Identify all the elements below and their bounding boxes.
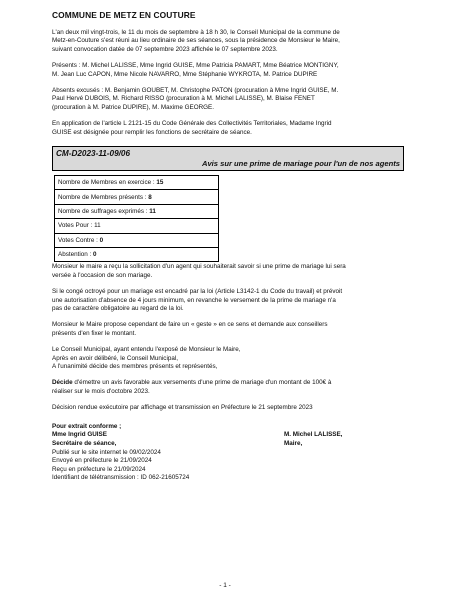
vote-label: Votes Contre :	[58, 236, 100, 244]
vote-value: 0	[93, 251, 97, 259]
absents-paragraph	[52, 87, 404, 112]
page-number: - 1 -	[219, 582, 231, 589]
vote-label: Abstention :	[58, 251, 94, 259]
publication-info	[52, 449, 404, 483]
text-line: Monsieur le maire a reçu la sollicitation d'un agent qui souhaiterait savoir si une prime de mariage lui sera	[52, 263, 346, 271]
decision-code: CM-D2023-11-09/06	[56, 149, 131, 159]
text-line	[52, 379, 404, 387]
table-row	[55, 176, 219, 190]
proposal-paragraph	[52, 321, 404, 338]
table-row	[55, 233, 219, 247]
vote-label: Nombre de Membres en exercice :	[58, 179, 157, 187]
text-line: présents d'en fixer le montant.	[52, 329, 137, 337]
executory-line: Décision rendue exécutoire par affichage et transmission en Préfecture le 21 septembre 2023	[52, 404, 313, 412]
text-line: une autorisation d'absence de 4 jours minimum, en revanche le versement de la prime de mariage n'a	[52, 296, 336, 304]
text-line: Metz-en-Couture s'est réuni au lieu ordinaire de ses séances, sous la présidence de Monsieur le Maire,	[52, 37, 340, 45]
table-row	[55, 248, 219, 262]
secretary-name: Mme Ingrid GUISE	[52, 431, 107, 439]
document-page	[52, 10, 404, 483]
extract-label: Pour extrait conforme ;	[52, 422, 122, 430]
text-line: Reçu en préfecture le 21/09/2024	[52, 465, 146, 473]
vote-value: 11	[149, 208, 156, 216]
text-line: Absents excusés : M. Benjamin GOUBET, M. Christophe PATON (procuration à Mme Ingrid GUISE, M.	[52, 87, 339, 95]
text-line: A l'unanimité décide des membres présents et représentés,	[52, 363, 218, 371]
text-line: En application de l'article L 2121-15 du Code Générale des Collectivités Territoriales, Madame Ingrid	[52, 120, 332, 128]
text-line: (procuration à M. Patrice DUPIRE), M. Maxime GEORGE.	[52, 103, 215, 111]
text-line: Publié sur le site internet le 09/02/2024	[52, 448, 161, 456]
text-line: Si le congé octroyé pour un mariage est encadré par la loi (Article L3142-1 du Code du travail) et prévoit	[52, 288, 343, 296]
secretary-role: Secrétaire de séance,	[52, 439, 117, 447]
law-paragraph	[52, 288, 404, 313]
text-line: réaliser sur le mois d'octobre 2023.	[52, 387, 150, 395]
vote-value: 11	[94, 222, 101, 230]
table-row	[55, 204, 219, 218]
presents-paragraph	[52, 62, 404, 79]
intro-paragraph	[52, 29, 404, 54]
decide-keyword: Décide	[52, 379, 73, 387]
vote-value: 0	[99, 236, 104, 244]
text-line: suivant convocation datée de 07 septembre 2023 affichée le 07 septembre 2023.	[52, 45, 278, 53]
text-line: Paul Hervé DUBOIS, M. Richard RISSO (procuration à M. Michel LALISSE), M. Blaise FENET	[52, 95, 315, 103]
vote-value: 15	[156, 179, 164, 187]
text-line: Monsieur le Maire propose cependant de faire un « geste » en ce sens et demande aux conseillers	[52, 321, 328, 329]
vote-label: Votes Pour :	[58, 222, 95, 230]
text-line: Le Conseil Municipal, ayant entendu l'exposé de Monsieur le Maire,	[52, 346, 241, 354]
council-paragraph	[52, 346, 404, 371]
text-line: M. Jean Luc CAPON, Mme Nicole NAVARRO, Mme Stéphanie WYKROTA, M. Patrice DUPIRE	[52, 70, 318, 78]
vote-label: Nombre de suffrages exprimés :	[58, 208, 150, 216]
request-paragraph	[52, 263, 404, 280]
table-row	[55, 219, 219, 233]
mayor-role: Maire,	[284, 439, 303, 447]
text-line: Présents : M. Michel LALISSE, Mme Ingrid GUISE, Mme Patricia PAMART, Mme Béatrice MONTIGNY,	[52, 62, 339, 70]
text-line: versée à l'occasion de son mariage.	[52, 271, 153, 279]
application-paragraph	[52, 120, 404, 137]
vote-value: 8	[148, 193, 152, 201]
text-line: L'an deux mil vingt-trois, le 11 du mois de septembre à 18 h 30, le Conseil Municipal de la commune de	[52, 29, 340, 36]
decision-header-box	[52, 146, 404, 171]
text-line: pas de caractère obligatoire au regard de la loi.	[52, 305, 184, 313]
text-line: GUISE est désignée pour remplir les fonctions de secrétaire de séance.	[52, 128, 252, 136]
text-line: Envoyé en préfecture le 21/09/2024	[52, 457, 152, 465]
text-line: Après en avoir délibéré, le Conseil Municipal,	[52, 354, 179, 362]
text-line: Identifiant de télétransmission : ID 062-21605724	[52, 474, 190, 482]
mayor-name: M. Michel LALISSE,	[284, 431, 343, 439]
decision-paragraph	[52, 379, 404, 396]
decide-text: d'émettre un avis favorable aux versements d'une prime de mariage d'un montant de 100€ à	[72, 379, 332, 387]
page-title: COMMUNE DE METZ EN COUTURE	[52, 10, 196, 20]
table-row	[55, 190, 219, 204]
vote-label: Nombre de Membres présents :	[58, 193, 149, 201]
signature-block	[52, 423, 404, 448]
decision-subject: Avis sur une prime de mariage pour l'un de nos agents	[201, 159, 400, 169]
votes-table	[54, 175, 219, 262]
